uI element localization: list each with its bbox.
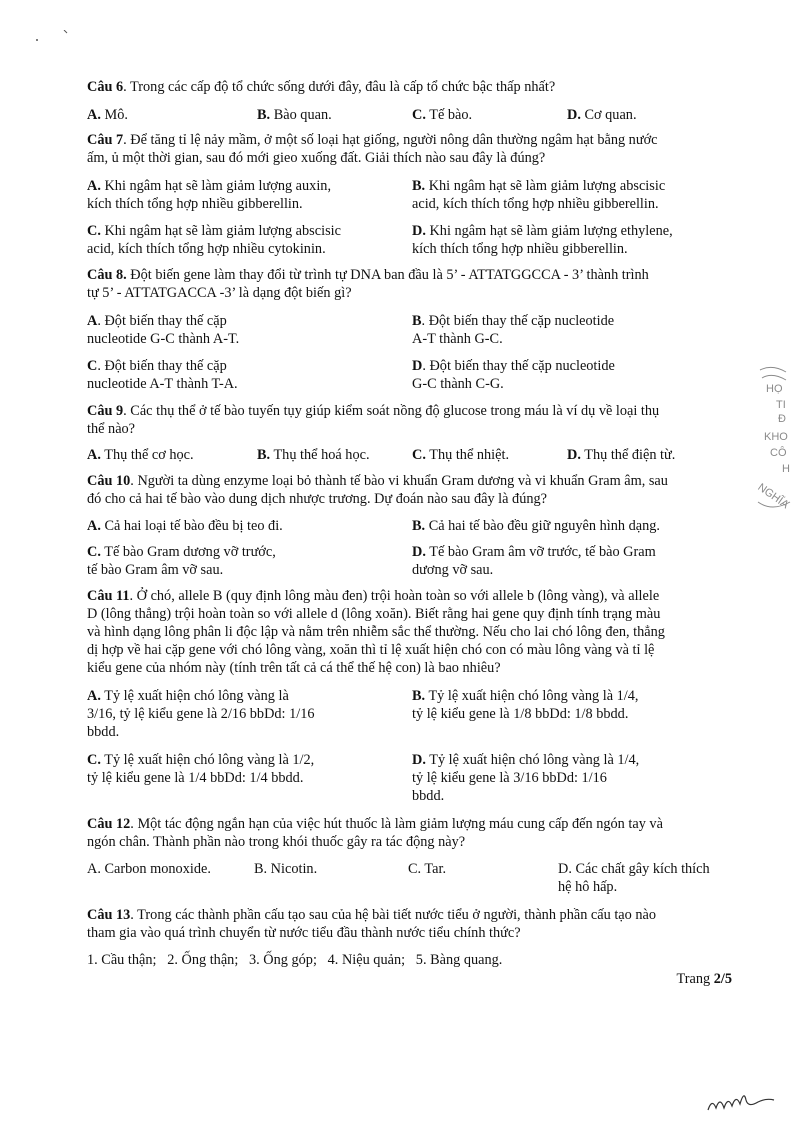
svg-text:NGHĨA: NGHĨA — [755, 481, 791, 512]
question-11-stem: Câu 11. Ở chó, allele B (quy định lông màu đen) trội hoàn toàn so với allele b (lông vàng), và allele D (lông thẳng) trội hoàn toàn so với allele d (lông xoăn). Biết rằng hai gene quy định tính trạng màu và hình dạng lông phân li độc lập và nằm trên nhiễm sắc thể thường. Nếu cho lai chó lông đen, thẳng dị hợp về hai cặp gene với chó lông vàng, xoăn thì tỉ lệ xuất hiện chó con có màu lông vàng và tỉ lệ kiểu gene của nhóm này (tính trên tất cả cá thể thế hệ con) là bao nhiêu? — [87, 588, 665, 676]
question-9-stem: Câu 9. Các thụ thể ở tế bào tuyến tụy giúp kiểm soát nồng độ glucose trong máu là ví dụ về loại thụ thể nào? — [87, 403, 660, 437]
question-9-option-b: B. Thụ thể hoá học. — [257, 447, 370, 463]
question-10-option-a: A. Cả hai loại tế bào đều bị teo đi. — [87, 518, 283, 534]
question-9-option-c: C. Thụ thể nhiệt. — [412, 447, 510, 463]
question-13-stem: Câu 13. Trong các thành phần cấu tạo sau của hệ bài tiết nước tiểu ở người, thành phần cấu tạo nào tham gia vào quá trình chuyển từ nước tiểu đầu thành nước tiểu chính thức? — [87, 907, 657, 941]
question-7-option-a: A. Khi ngâm hạt sẽ làm giảm lượng auxin, kích thích tổng hợp nhiều gibberellin. — [87, 178, 332, 212]
question-12-option-c: C. Tar. — [408, 861, 447, 877]
question-11-option-c: C. Tỷ lệ xuất hiện chó lông vàng là 1/2, tỷ lệ kiểu gene là 1/4 bbDd: 1/4 bbdd. — [87, 752, 315, 786]
question-7-option-d: D. Khi ngâm hạt sẽ làm giảm lượng ethylene, kích thích tổng hợp nhiều gibberellin. — [412, 223, 673, 257]
question-11-option-a: A. Tỷ lệ xuất hiện chó lông vàng là 3/16, tỷ lệ kiểu gene là 2/16 bbDd: 1/16 bbdd. — [87, 688, 315, 740]
question-6-option-a: A. Mô. — [87, 107, 128, 123]
question-12-stem: Câu 12. Một tác động ngắn hạn của việc hút thuốc là làm giảm lượng máu cung cấp đến ngón tay và ngón chân. Thành phần nào trong khói thuốc gây ra tác động này? — [87, 816, 663, 850]
question-9-option-a: A. Thụ thể cơ học. — [87, 447, 194, 463]
question-10-option-c: C. Tế bào Gram dương vỡ trước, tế bào Gram âm vỡ sau. — [87, 544, 276, 578]
question-11-option-b: B. Tỷ lệ xuất hiện chó lông vàng là 1/4, tỷ lệ kiểu gene là 1/8 bbDd: 1/8 bbdd. — [412, 688, 639, 722]
question-8-option-c: C. Đột biến thay thế cặp nucleotide A-T thành T-A. — [87, 358, 238, 392]
question-8-option-a: A. Đột biến thay thế cặp nucleotide G-C thành A-T. — [87, 313, 240, 347]
question-12-option-a: A. Carbon monoxide. — [87, 861, 211, 877]
question-6-option-b: B. Bào quan. — [257, 107, 332, 123]
question-7-option-c: C. Khi ngâm hạt sẽ làm giảm lượng abscisic acid, kích thích tổng hợp nhiều cytokinin. — [87, 223, 341, 257]
question-8-stem: Câu 8. Đột biến gene làm thay đổi từ trình tự DNA ban đầu là 5’ - ATTATGGCCA - 3’ thành trình tự 5’ - ATTATGACCA -3’ là dạng đột biến gì? — [87, 267, 649, 301]
question-13-items: 1. Cầu thận; 2. Ống thận; 3. Ống góp; 4. Niệu quản; 5. Bàng quang. — [87, 952, 503, 968]
question-6-stem: Câu 6. Trong các cấp độ tổ chức sống dưới đây, đâu là cấp tổ chức bậc thấp nhất? — [87, 79, 556, 95]
svg-text:Đ: Đ — [778, 413, 786, 425]
seal-stamp — [752, 362, 794, 522]
handwritten-signature — [706, 1086, 776, 1116]
question-10-option-d: D. Tế bào Gram âm vỡ trước, tế bào Gram dương vỡ sau. — [412, 544, 656, 578]
question-12-option-d: D. Các chất gây kích thích hệ hô hấp. — [558, 861, 710, 895]
question-6-option-c: C. Tế bào. — [412, 107, 473, 123]
svg-text:CÔ: CÔ — [770, 447, 787, 459]
question-9-option-d: D. Thụ thể điện từ. — [567, 447, 676, 463]
corner-marks — [34, 30, 74, 50]
question-11-option-d: D. Tỷ lệ xuất hiện chó lông vàng là 1/4, tỷ lệ kiểu gene là 3/16 bbDd: 1/16 bbdd. — [412, 752, 640, 804]
question-10-option-b: B. Cả hai tế bào đều giữ nguyên hình dạng. — [412, 518, 660, 534]
page-number: Trang 2/5 — [676, 971, 732, 987]
question-7-stem: Câu 7. Để tăng tỉ lệ nảy mầm, ở một số loại hạt giống, người nông dân thường ngâm hạt bằng nước ấm, ủ một thời gian, sau đó mới gieo xuống đất. Giải thích nào sau đây là đúng? — [87, 132, 658, 166]
svg-text:KHO: KHO — [764, 431, 788, 443]
question-10-stem: Câu 10. Người ta dùng enzyme loại bỏ thành tế bào vi khuẩn Gram dương và vi khuẩn Gram âm, sau đó cho cả hai tế bào vào dung dịch nhược trương. Dự đoán nào sau đây là đúng? — [87, 473, 668, 507]
question-7-option-b: B. Khi ngâm hạt sẽ làm giảm lượng abscisic acid, kích thích tổng hợp nhiều gibberellin. — [412, 178, 666, 212]
svg-text:TI: TI — [776, 399, 786, 411]
question-6-option-d: D. Cơ quan. — [567, 107, 637, 123]
svg-text:H: H — [782, 463, 790, 475]
svg-text:HỌ: HỌ — [766, 383, 783, 395]
question-12-option-b: B. Nicotin. — [254, 861, 318, 877]
question-8-option-d: D. Đột biến thay thế cặp nucleotide G-C thành C-G. — [412, 358, 615, 392]
question-8-option-b: B. Đột biến thay thế cặp nucleotide A-T thành G-C. — [412, 313, 615, 347]
